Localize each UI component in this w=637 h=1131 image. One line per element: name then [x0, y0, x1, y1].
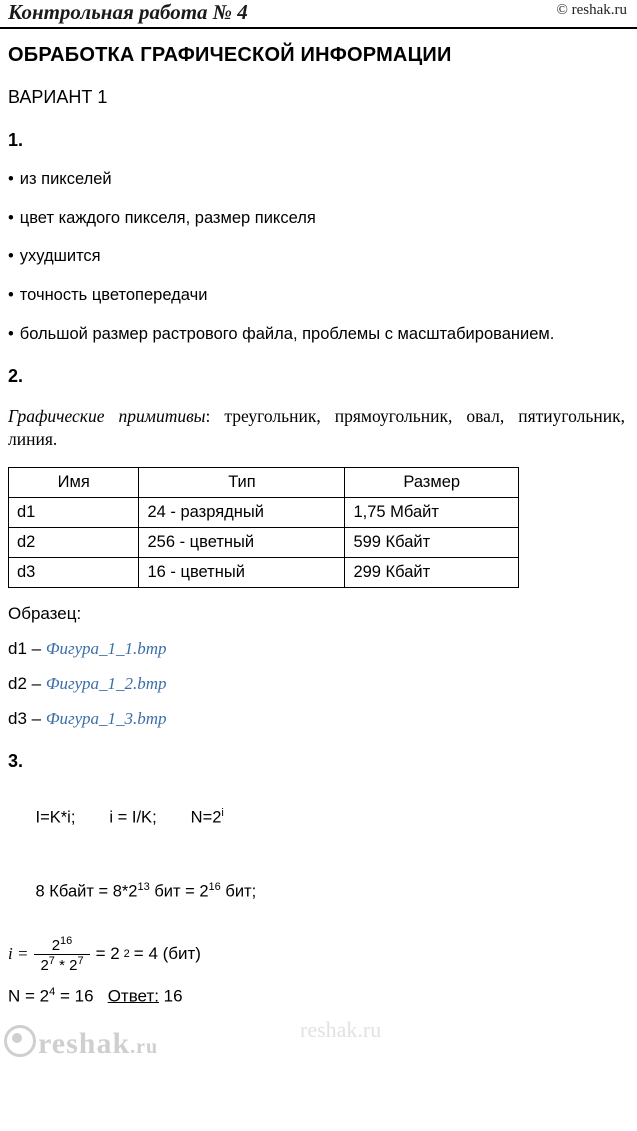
column-header-name: Имя [9, 467, 139, 497]
answer-bullet [8, 285, 625, 306]
formula-i-equals-ki: I=K*i; [35, 808, 76, 827]
watermark-logo [4, 1025, 158, 1061]
fraction-result: = 4 (бит) [133, 944, 201, 964]
file-link[interactable]: Фигура_1_1.bmp [45, 638, 167, 658]
answer-bullet [8, 208, 625, 229]
page-header [0, 0, 637, 30]
bullet-dot: • [8, 285, 14, 304]
n-value-prefix: N = 2 [8, 986, 50, 1006]
cell-size: 1,75 Мбайт [345, 497, 519, 527]
bullet-dot: • [8, 324, 14, 343]
sample-key: d3 – [8, 708, 46, 728]
watermark-text: reshak [38, 1027, 131, 1060]
answer-bullet [8, 246, 625, 267]
bullet-text: цвет каждого пикселя, размер пикселя [19, 208, 316, 227]
formula-line-1 [8, 788, 625, 847]
exponent-13: 13 [137, 881, 150, 894]
sample-key: d2 – [8, 673, 46, 693]
sample-line [8, 709, 625, 729]
final-answer-line [8, 986, 625, 1007]
bullet-dot: • [8, 247, 14, 266]
denominator-exponent-1: 7 [48, 954, 55, 967]
fraction-formula [8, 935, 625, 974]
n-value-exponent: 4 [49, 985, 56, 998]
cell-type: 24 - разрядный [139, 497, 345, 527]
formula-n-exponent: i [221, 806, 224, 819]
fraction-denominator [34, 955, 89, 974]
cell-type: 256 - цветный [139, 527, 345, 557]
kbyte-conversion-end: бит; [220, 882, 257, 901]
sample-line [8, 674, 625, 694]
cell-size: 299 Кбайт [345, 557, 519, 587]
bullet-dot: • [8, 208, 14, 227]
header-divider [0, 27, 637, 29]
question-1-number: 1. [8, 130, 24, 150]
document-body [0, 44, 637, 1006]
denominator-mid: * 2 [54, 956, 78, 974]
numerator-exponent: 16 [60, 934, 73, 947]
header-title: Контрольная работа № 4 [8, 0, 248, 24]
fraction-result-exponent: 2 [123, 948, 130, 961]
table-row [9, 527, 519, 557]
answer-bullet [8, 169, 625, 190]
denominator-exponent-2: 7 [77, 954, 84, 967]
bullet-text: большой размер растрового файла, проблемы с масштабированием. [19, 324, 555, 343]
cell-name: d1 [9, 497, 139, 527]
watermark-suffix: .ru [130, 1036, 159, 1058]
denominator-base-1: 2 [40, 956, 49, 974]
answer-label: Ответ: [107, 986, 159, 1006]
kbyte-conversion-start: 8 Кбайт = 8*2 [35, 882, 138, 901]
copyright-notice: © reshak.ru [556, 2, 627, 18]
fraction [34, 935, 89, 974]
sample-line [8, 639, 625, 659]
variant-label: ВАРИАНТ 1 [8, 87, 108, 107]
sample-label: Образец: [8, 603, 82, 623]
table-row [9, 557, 519, 587]
formula-n-equals: N=2 [190, 808, 222, 827]
table-row [9, 497, 519, 527]
bullet-text: точность цветопередачи [19, 285, 208, 304]
column-header-type: Тип [139, 467, 345, 497]
files-table [8, 467, 519, 588]
graphic-primitives-paragraph [8, 405, 625, 451]
answer-value: 16 [158, 986, 183, 1006]
bullet-dot: • [8, 170, 14, 188]
table-header-row [9, 467, 519, 497]
cell-type: 16 - цветный [139, 557, 345, 587]
bullet-text: из пикселей [19, 170, 112, 188]
file-link[interactable]: Фигура_1_3.bmp [45, 708, 167, 728]
question-3-number: 3. [8, 750, 24, 771]
graphic-primitives-list: : треугольник, прямоугольник, овал, пятиугольник, линия. [8, 406, 625, 449]
cell-size: 599 Кбайт [345, 527, 519, 557]
main-heading: ОБРАБОТКА ГРАФИЧЕСКОЙ ИНФОРМАЦИИ [8, 44, 452, 66]
fraction-numerator [46, 935, 79, 954]
fraction-equals: = 2 [95, 944, 120, 964]
question-2-number: 2. [8, 366, 24, 387]
fraction-lhs: i = [8, 944, 29, 964]
formula-i-equals-i-over-k: i = I/K; [109, 808, 157, 827]
column-header-size: Размер [345, 467, 519, 497]
file-link[interactable]: Фигура_1_2.bmp [45, 673, 167, 693]
circle-icon [4, 1025, 36, 1057]
answer-bullet [8, 324, 625, 345]
graphic-primitives-term: Графические примитивы [8, 406, 206, 427]
exponent-16: 16 [208, 881, 221, 894]
cell-name: d3 [9, 557, 139, 587]
kbyte-conversion-mid: бит = 2 [149, 882, 209, 901]
sample-key: d1 – [8, 638, 46, 658]
bullet-text: ухудшится [19, 247, 101, 266]
numerator-base: 2 [51, 936, 61, 954]
watermark-secondary: reshak.ru [300, 1017, 382, 1042]
n-value-result: = 16 [55, 986, 94, 1006]
cell-name: d2 [9, 527, 139, 557]
formula-line-2 [8, 862, 625, 921]
